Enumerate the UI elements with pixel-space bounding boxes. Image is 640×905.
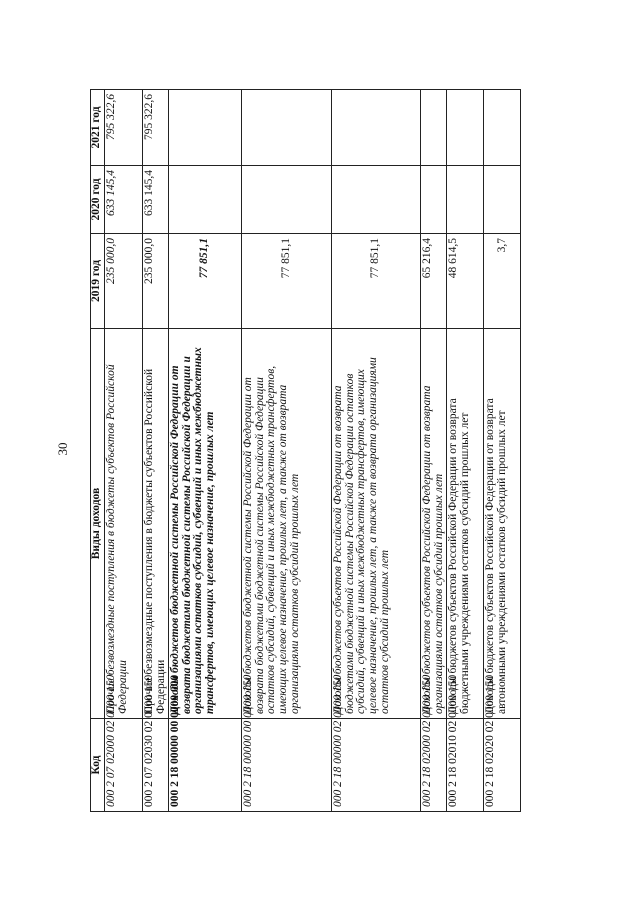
row-value-2020 — [484, 166, 521, 234]
table-row — [169, 90, 242, 812]
header-2021: 2021 год — [91, 90, 105, 166]
row-value-2021: 795 322,6 — [143, 90, 169, 166]
row-kind: Доходы бюджетов субъектов Российской Федерации от возврата бюджетами бюджетной системы Российской Федерации остатков субсидий, субвенций и иных межбюджетных трансфертов, имеющих целевое назначение, прошлых лет, а также от возврата организациями остатков субсидий прошлых лет — [332, 329, 421, 719]
row-kind: Прочие безвозмездные поступления в бюджеты субъектов Российской Федерации — [143, 329, 169, 719]
header-kind: Виды доходов — [91, 329, 105, 719]
page-number: 30 — [55, 442, 70, 456]
row-value-2020 — [447, 166, 484, 234]
row-kind: Доходы бюджетов субъектов Российской Федерации от возврата организациями остатков субсидий прошлых лет — [421, 329, 447, 719]
row-code: 000 2 18 00000 00 0000 150 — [242, 719, 332, 812]
row-code: 000 2 18 00000 02 0000 150 — [332, 719, 421, 812]
row-code: 000 2 18 02010 02 0000 150 — [447, 719, 484, 812]
row-value-2021: 795 322,6 — [105, 90, 143, 166]
row-value-2019: 48 614,5 — [447, 234, 484, 329]
row-value-2021 — [169, 90, 242, 166]
table-header-row — [91, 90, 105, 812]
table-row — [332, 90, 421, 812]
row-value-2021 — [242, 90, 332, 166]
row-value-2020 — [421, 166, 447, 234]
row-kind: Доходы бюджетов бюджетной системы Российской Федерации от возврата бюджетами бюджетной системы Российской Федерации и организациями остатков субсидий, субвенций и иных межбюджетных трансфертов, имеющих целевое назначение, прошлых лет — [169, 329, 242, 719]
row-value-2021 — [421, 90, 447, 166]
row-value-2019: 77 851,1 — [169, 234, 242, 329]
row-value-2019: 77 851,1 — [332, 234, 421, 329]
row-kind: Прочие безвозмездные поступления в бюджеты субъектов Российской Федерации — [105, 329, 143, 719]
table-row — [242, 90, 332, 812]
row-code: 000 2 18 02020 02 0000 150 — [484, 719, 521, 812]
row-kind: Доходы бюджетов субъектов Российской Федерации от возврата автономными учреждениями остатков субсидий прошлых лет — [484, 329, 521, 719]
row-kind: Доходы бюджетов субъектов Российской Федерации от возврата бюджетными учреждениями остатков субсидий прошлых лет — [447, 329, 484, 719]
row-value-2020: 633 145,4 — [143, 166, 169, 234]
row-value-2019: 3,7 — [484, 234, 521, 329]
header-2020: 2020 год — [91, 166, 105, 234]
row-kind: Доходы бюджетов бюджетной системы Российской Федерации от возврата бюджетами бюджетной системы Российской Федерации остатков субсидий, субвенций и иных межбюджетных трансфертов, имеющих целевое назначение, прошлых лет, а также от возврата организациями остатков субсидий прошлых лет — [242, 329, 332, 719]
row-value-2019: 235 000,0 — [105, 234, 143, 329]
row-value-2019: 77 851,1 — [242, 234, 332, 329]
rotated-table-wrapper — [90, 90, 640, 812]
row-value-2021 — [332, 90, 421, 166]
row-code: 000 2 18 02000 02 0000 150 — [421, 719, 447, 812]
row-value-2020 — [332, 166, 421, 234]
table-row — [421, 90, 447, 812]
row-value-2019: 235 000,0 — [143, 234, 169, 329]
row-code: 000 2 07 02000 02 0000 150 — [105, 719, 143, 812]
row-value-2019: 65 216,4 — [421, 234, 447, 329]
row-code: 000 2 07 02030 02 0000 150 — [143, 719, 169, 812]
table-row — [143, 90, 169, 812]
row-value-2021 — [447, 90, 484, 166]
table-row — [447, 90, 484, 812]
header-code: Код — [91, 719, 105, 812]
row-value-2020 — [242, 166, 332, 234]
row-value-2020 — [169, 166, 242, 234]
row-code: 000 2 18 00000 00 0000 000 — [169, 719, 242, 812]
row-value-2021 — [484, 90, 521, 166]
table-row — [484, 90, 521, 812]
row-value-2020: 633 145,4 — [105, 166, 143, 234]
revenue-table — [90, 89, 521, 812]
table-row — [105, 90, 143, 812]
header-2019: 2019 год — [91, 234, 105, 329]
